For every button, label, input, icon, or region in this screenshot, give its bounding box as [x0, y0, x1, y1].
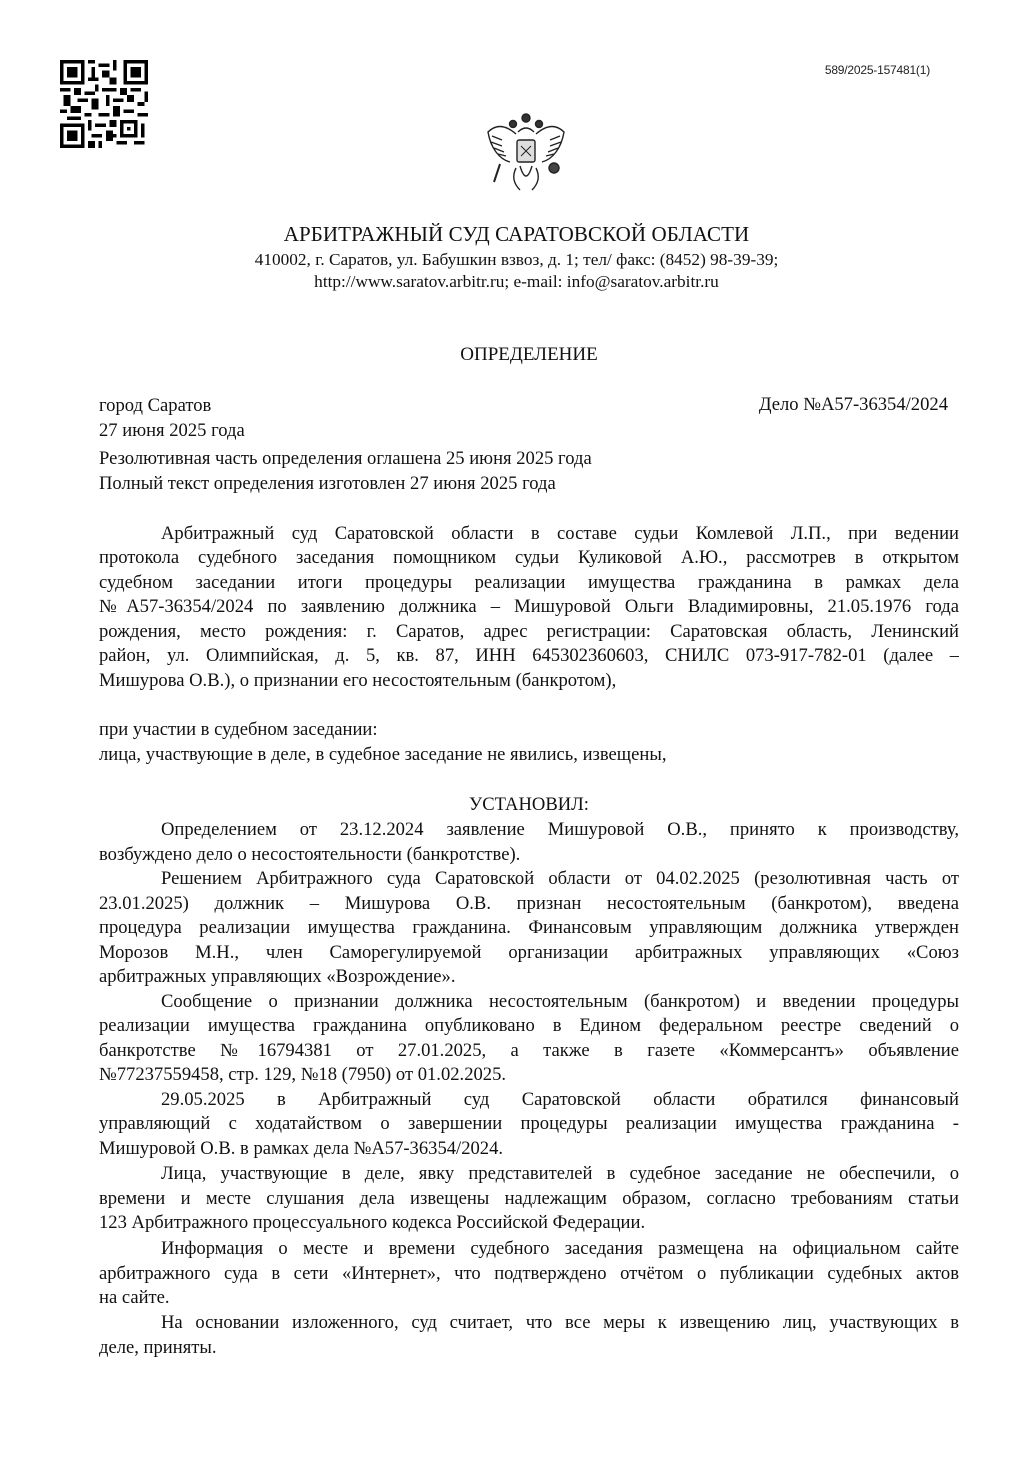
- full-text-made: Полный текст определения изготовлен 27 июня 2025 года: [99, 473, 556, 494]
- body-line: Сообщение о признании должника несостоятельным (банкротом) и введении процедуры: [161, 991, 959, 1012]
- case-number: Дело №А57-36354/2024: [758, 394, 948, 415]
- body-line: реализации имущества гражданина опубликовано в Едином федеральном реестре сведений о: [99, 1015, 959, 1036]
- body-line: времени и месте слушания дела извещены надлежащим образом, согласно требованиям статьи: [99, 1188, 959, 1209]
- intro-line: №А57-36354/2024 по заявлению должника – Мишуровой Ольги Владимировны, 21.05.1976 года: [99, 596, 959, 617]
- body-line: 23.01.2025) должник – Мишурова О.В. признан несостоятельным (банкротом), введена: [99, 893, 959, 914]
- established-heading: УСТАНОВИЛ:: [469, 794, 589, 815]
- body-line: арбитражных управляющих «Возрождение».: [99, 966, 456, 987]
- resolution-announced: Резолютивная часть определения оглашена 25 июня 2025 года: [99, 448, 592, 469]
- body-line: на сайте.: [99, 1287, 170, 1308]
- body-line: Мишуровой О.В. в рамках дела №А57-36354/2024.: [99, 1138, 504, 1159]
- intro-line: Мишурова О.В.), о признании его несостоятельным (банкротом),: [99, 670, 617, 691]
- body-line: На основании изложенного, суд считает, что все меры к извещению лиц, участвующих в: [161, 1312, 959, 1333]
- court-website-email: http://www.saratov.arbitr.ru; e-mail: info@saratov.arbitr.ru: [314, 272, 719, 291]
- body-line: процедура реализации имущества гражданина. Финансовым управляющим должника утвержден: [99, 917, 959, 938]
- body-line: возбуждено дело о несостоятельности (банкротстве).: [99, 844, 521, 865]
- intro-line: протокола судебного заседания помощником судьи Куликовой А.Ю., рассмотрев в открытом: [99, 547, 959, 568]
- body-line: 29.05.2025 в Арбитражный суд Саратовской области обратился финансовый: [161, 1089, 959, 1110]
- body-line: 123 Арбитражного процессуального кодекса Российской Федерации.: [99, 1212, 646, 1233]
- body-line: банкротстве №16794381 от 27.01.2025, а также в газете «Коммерсантъ» объявление: [99, 1040, 959, 1061]
- city: город Саратов: [99, 395, 212, 416]
- body-line: деле, приняты.: [99, 1337, 217, 1358]
- participation-text: лица, участвующие в деле, в судебное заседание не явились, извещены,: [99, 744, 667, 765]
- intro-line: Арбитражный суд Саратовской области в составе судьи Комлевой Л.П., при ведении: [161, 523, 959, 544]
- document-title: ОПРЕДЕЛЕНИЕ: [460, 344, 598, 365]
- intro-line: район, ул. Олимпийская, д. 5, кв. 87, ИНН 645302360603, СНИЛС 073-917-782-01 (далее –: [99, 645, 959, 666]
- body-line: №77237559458, стр. 129, №18 (7950) от 01.02.2025.: [99, 1064, 507, 1085]
- document-date: 27 июня 2025 года: [99, 420, 245, 441]
- court-address: 410002, г. Саратов, ул. Бабушкин взвоз, д. 1; тел/ факс: (8452) 98-39-39;: [254, 250, 779, 269]
- body-line: управляющий с ходатайством о завершении процедуры реализации имущества гражданина -: [99, 1113, 959, 1134]
- body-line: Лица, участвующие в деле, явку представителей в судебное заседание не обеспечили, о: [161, 1163, 959, 1184]
- intro-line: рождения, место рождения: г. Саратов, адрес регистрации: Саратовская область, Ленинский: [99, 621, 959, 642]
- body-line: Морозов М.Н., член Саморегулируемой организации арбитражных управляющих «Союз: [99, 942, 959, 963]
- participation-label: при участии в судебном заседании:: [99, 719, 378, 740]
- court-name: АРБИТРАЖНЫЙ СУД САРАТОВСКОЙ ОБЛАСТИ: [283, 222, 750, 246]
- body-line: Информация о месте и времени судебного заседания размещена на официальном сайте: [161, 1238, 959, 1259]
- document-number: 589/2025-157481(1): [824, 63, 930, 77]
- qr-code-icon: [60, 60, 148, 148]
- coat-of-arms-icon: [480, 110, 572, 196]
- body-line: Определением от 23.12.2024 заявление Мишуровой О.В., принято к производству,: [161, 819, 959, 840]
- body-line: Решением Арбитражного суда Саратовской области от 04.02.2025 (резолютивная часть от: [161, 868, 959, 889]
- body-line: арбитражного суда в сети «Интернет», что подтверждено отчётом о публикации судебных актов: [99, 1263, 959, 1284]
- intro-line: судебном заседании итоги процедуры реализации имущества гражданина в рамках дела: [99, 572, 959, 593]
